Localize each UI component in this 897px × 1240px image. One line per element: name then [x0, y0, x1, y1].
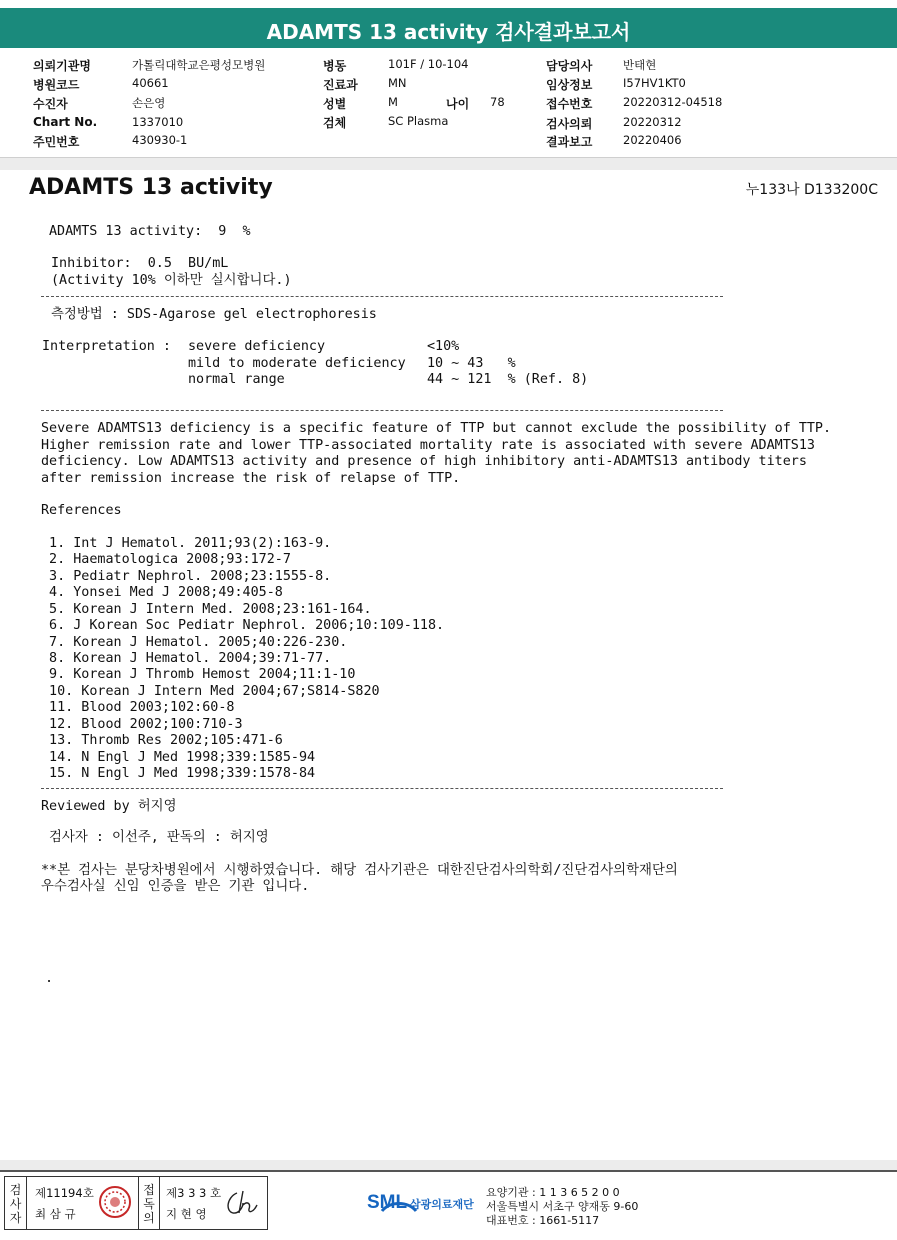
report-title: ADAMTS 13 activity 검사결과보고서 — [266, 20, 631, 44]
header-divider — [0, 158, 897, 170]
interpretation-term: mild to moderate deficiency — [188, 356, 406, 371]
inhibitor-line: Inhibitor: 0.5 BU/mL — [51, 256, 229, 271]
header-label: 의뢰기관명 — [33, 59, 91, 73]
footer-divider — [0, 1160, 897, 1170]
reference-item: 7. Korean J Hematol. 2005;40:226-230. — [41, 635, 348, 650]
reference-item: 2. Haematologica 2008;93:172-7 — [41, 552, 291, 567]
header-label: 병원코드 — [33, 78, 80, 92]
org-address: 서울특별시 서초구 양재동 9-60 — [486, 1200, 639, 1213]
header-value: I57HV1KT0 — [623, 76, 686, 90]
reference-item: 4. Yonsei Med J 2008;49:405-8 — [41, 585, 283, 600]
header-value: 손은영 — [132, 96, 166, 110]
reference-item: 15. N Engl J Med 1998;339:1578-84 — [41, 766, 316, 781]
header-label: 주민번호 — [33, 135, 80, 149]
header-label: 병동 — [323, 59, 347, 73]
interpretation-label: Interpretation : — [42, 339, 171, 354]
header-value: 1337010 — [132, 115, 184, 129]
inhibitor-note: (Activity 10% 이하만 실시합니다.) — [51, 273, 292, 288]
header-value: MN — [388, 76, 407, 90]
header-label: 임상정보 — [546, 78, 593, 92]
header-value: 430930-1 — [132, 133, 188, 147]
report-title-bar — [0, 8, 897, 48]
interpretation-range: 44 ~ 121 % (Ref. 8) — [427, 372, 589, 387]
header-label: 수진자 — [33, 97, 68, 111]
comment-line: deficiency. Low ADAMTS13 activity and presence of high inhibitory anti-ADAMTS13 antibody titers — [41, 454, 807, 469]
footer-rule — [0, 1170, 897, 1172]
sml-logo-icon: SML — [366, 1182, 410, 1222]
org-code: 요양기관 : 1 1 3 6 5 2 0 0 — [486, 1186, 620, 1199]
reference-item: 14. N Engl J Med 1998;339:1585-94 — [41, 750, 316, 765]
reference-item: 6. J Korean Soc Pediatr Nephrol. 2006;10:109-118. — [41, 618, 445, 633]
header-value: M — [388, 95, 398, 109]
header-label: 담당의사 — [546, 59, 593, 73]
test-code: 누133나 D133200C — [745, 182, 878, 198]
method-line: 측정방법 : SDS-Agarose gel electrophoresis — [51, 307, 377, 322]
header-label: Chart No. — [33, 115, 98, 129]
header-label: 진료과 — [323, 78, 358, 92]
header-value: 40661 — [132, 76, 169, 90]
header-label: 검체 — [323, 116, 347, 130]
examiner-name: 최 삼 규 — [35, 1207, 76, 1221]
header-label: 성별 — [323, 97, 347, 111]
age-label: 나이 — [446, 97, 470, 111]
reviewed-by: Reviewed by 허지영 — [41, 799, 177, 814]
header-value: 20220312-04518 — [623, 95, 723, 109]
result-line: ADAMTS 13 activity: 9 % — [49, 224, 251, 239]
interpretation-term: normal range — [188, 372, 285, 387]
examiner-vertical-label: 검 사 자 — [5, 1177, 27, 1229]
stray-dot: . — [45, 971, 54, 986]
interpretation-range: 10 ~ 43 % — [427, 356, 516, 371]
comment-line: Higher remission rate and lower TTP-associated mortality rate is associated with severe ADAMTS13 — [41, 438, 815, 453]
reference-item: 12. Blood 2002;100:710-3 — [41, 717, 243, 732]
header-label: 검사의뢰 — [546, 117, 593, 131]
header-label: 접수번호 — [546, 97, 593, 111]
notice-line: **본 검사는 분당차병원에서 시행하였습니다. 해당 검사기관은 대한진단검사의학회/진단검사의학재단의 — [41, 863, 678, 878]
reference-item: 9. Korean J Thromb Hemost 2004;11:1-10 — [41, 667, 356, 682]
separator-line — [41, 410, 723, 411]
comment-line: after remission increase the risk of relapse of TTP. — [41, 471, 461, 486]
reader-vertical-label: 접 독 의 — [138, 1177, 160, 1229]
header-value: 20220406 — [623, 133, 682, 147]
reader-name: 지 현 영 — [166, 1207, 207, 1221]
header-value: SC Plasma — [388, 114, 449, 128]
header-value: 20220312 — [623, 115, 682, 129]
header-value: 가톨릭대학교은평성모병원 — [132, 58, 266, 72]
interpretation-term: severe deficiency — [188, 339, 326, 354]
reference-item: 13. Thromb Res 2002;105:471-6 — [41, 733, 283, 748]
reference-item: 5. Korean J Intern Med. 2008;23:161-164. — [41, 602, 372, 617]
examiners: 검사자 : 이선주, 판독의 : 허지영 — [49, 830, 269, 845]
reference-item: 11. Blood 2003;102:60-8 — [41, 700, 235, 715]
reader-license-no: 제3 3 3 호 — [166, 1186, 222, 1200]
org-phone: 대표번호 : 1661-5117 — [486, 1214, 600, 1227]
header-label: 결과보고 — [546, 135, 593, 149]
reference-item: 10. Korean J Intern Med 2004;67;S814-S820 — [41, 684, 380, 699]
test-title: ADAMTS 13 activity — [29, 175, 273, 200]
separator-line — [41, 788, 723, 789]
signature-box — [4, 1176, 268, 1230]
age-value: 78 — [490, 95, 505, 109]
seal-stamp-icon — [97, 1183, 133, 1221]
references-heading: References — [41, 503, 122, 518]
reference-item: 1. Int J Hematol. 2011;93(2):163-9. — [41, 536, 332, 551]
signature-icon — [223, 1187, 263, 1219]
interpretation-range: <10% — [427, 339, 460, 354]
separator-line — [41, 296, 723, 297]
header-value: 101F / 10-104 — [388, 57, 469, 71]
org-name: 삼광의료재단 — [410, 1198, 474, 1211]
notice-line: 우수검사실 신임 인증을 받은 기관 입니다. — [41, 879, 310, 894]
reference-item: 3. Pediatr Nephrol. 2008;23:1555-8. — [41, 569, 332, 584]
reference-item: 8. Korean J Hematol. 2004;39:71-77. — [41, 651, 332, 666]
patient-info-header — [0, 48, 897, 158]
comment-line: Severe ADAMTS13 deficiency is a specific feature of TTP but cannot exclude the possibility of TTP. — [41, 421, 832, 436]
header-value: 반태현 — [623, 58, 657, 72]
examiner-license-no: 제11194호 — [35, 1186, 94, 1200]
